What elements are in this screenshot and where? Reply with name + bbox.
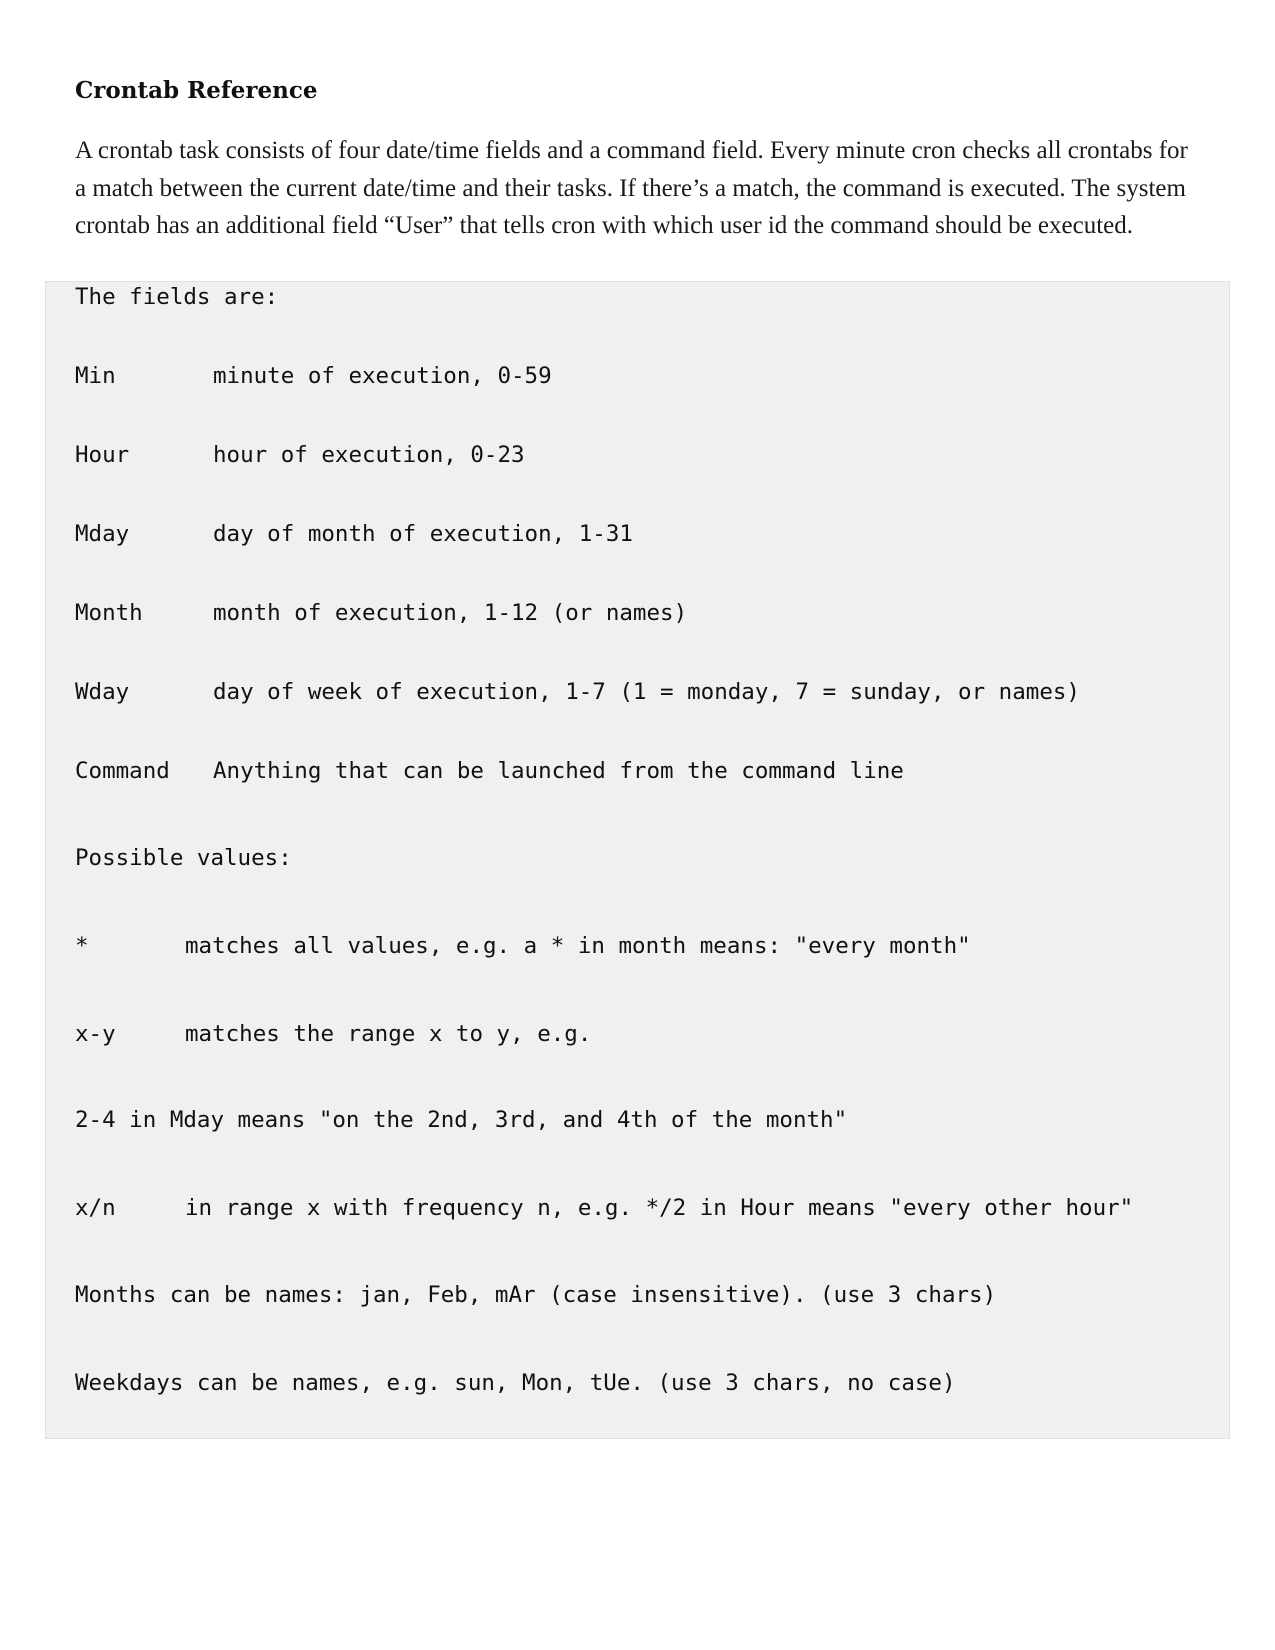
- months-note: Months can be names: jan, Feb, mAr (case insensitive). (use 3 chars): [75, 1282, 997, 1308]
- value-desc: matches all values, e.g. a * in month means: "every month": [185, 933, 971, 959]
- field-key: Command: [75, 758, 170, 784]
- intro-paragraph: A crontab task consists of four date/time fields and a command field. Every minute cron checks all crontabs for a match between the current date/time and their tasks. If there’s a match, the command is executed. The system crontab has an additional field “User” that tells cron with which user id the command should be executed.: [75, 137, 1188, 239]
- page-title: Crontab Reference: [75, 77, 318, 104]
- field-row-hour: [75, 440, 525, 470]
- field-row-command: [75, 756, 904, 786]
- code-block: [45, 281, 1230, 1439]
- field-key: Wday: [75, 679, 130, 705]
- field-row-month: [75, 598, 687, 628]
- value-row-frequency: [75, 1193, 1133, 1223]
- field-key: Hour: [75, 442, 130, 468]
- field-row-mday: [75, 519, 633, 549]
- field-key: Month: [75, 600, 143, 626]
- field-key: Min: [75, 363, 116, 389]
- range-example: 2-4 in Mday means "on the 2nd, 3rd, and 4th of the month": [75, 1107, 848, 1133]
- fields-heading: The fields are:: [75, 284, 279, 310]
- field-desc: day of month of execution, 1-31: [213, 521, 633, 547]
- field-row-wday: [75, 677, 1080, 707]
- value-key: *: [75, 933, 89, 959]
- value-desc: matches the range x to y, e.g.: [185, 1021, 592, 1047]
- value-row-range: [75, 1019, 591, 1049]
- value-key: x-y: [75, 1021, 116, 1047]
- field-desc: minute of execution, 0-59: [213, 363, 552, 389]
- field-row-min: [75, 361, 552, 391]
- value-key: x/n: [75, 1195, 116, 1221]
- value-row-star: [75, 931, 971, 961]
- field-desc: Anything that can be launched from the command line: [213, 758, 904, 784]
- field-desc: month of execution, 1-12 (or names): [213, 600, 688, 626]
- weekdays-note: Weekdays can be names, e.g. sun, Mon, tUe. (use 3 chars, no case): [75, 1370, 956, 1396]
- field-desc: day of week of execution, 1-7 (1 = monday, 7 = sunday, or names): [213, 679, 1080, 705]
- values-heading: Possible values:: [75, 845, 292, 871]
- field-key: Mday: [75, 521, 130, 547]
- field-desc: hour of execution, 0-23: [213, 442, 525, 468]
- value-desc: in range x with frequency n, e.g. */2 in Hour means "every other hour": [185, 1195, 1134, 1221]
